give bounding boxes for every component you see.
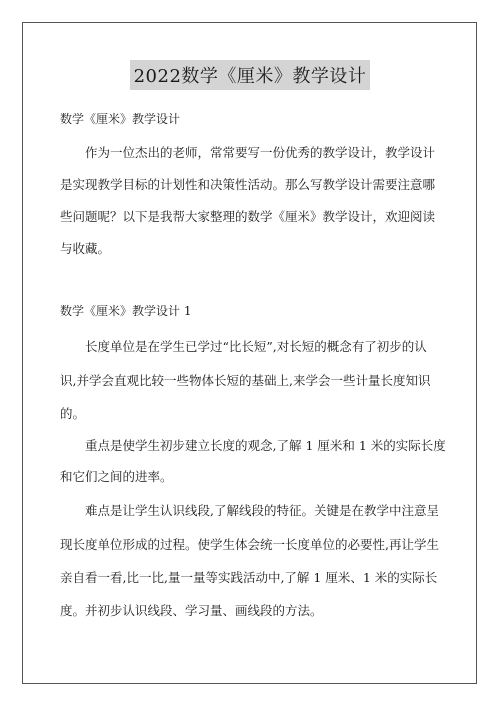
section-heading: 数学《厘米》教学设计 1 [60,304,192,318]
intro-line: 与收藏。 [60,241,111,256]
paragraph-line: 识,并学会直观比较一些物体长短的基础上,来学会一些计量长度知识 [60,373,431,388]
intro-line: 是实现教学目标的计划性和决策性活动。那么写教学设计需要注意哪 [60,177,436,192]
paragraph-line: 的。 [60,406,86,421]
paragraph-line: 度。并初步认识线段、学习量、画线段的方法。 [60,603,323,618]
intro-line: 些问题呢？以下是我帮大家整理的数学《厘米》教学设计，欢迎阅读 [60,209,436,224]
paragraph-line: 现长度单位形成的过程。使学生体会统一长度单位的必要性,再让学生 [60,537,439,552]
document-title [0,60,500,90]
paragraph-line: 难点是让学生认识线段,了解线段的特征。关键是在教学中注意呈 [85,503,439,518]
intro-line: 作为一位杰出的老师，常常要写一份优秀的教学设计，教学设计 [85,145,436,160]
paragraph-line: 长度单位是在学生已学过“比长短”,对长短的概念有了初步的认 [85,339,427,354]
paragraph-line: 和它们之间的进率。 [60,469,173,484]
paragraph-line: 亲自看一看,比一比,量一量等实践活动中,了解 1 厘米、1 米的实际长 [60,570,438,585]
intro-heading: 数学《厘米》教学设计 [60,112,181,126]
paragraph-line: 重点是使学生初步建立长度的观念,了解 1 厘米和 1 米的实际长度 [85,438,446,453]
document-title-text: 2022数学《厘米》教学设计 [130,60,371,90]
